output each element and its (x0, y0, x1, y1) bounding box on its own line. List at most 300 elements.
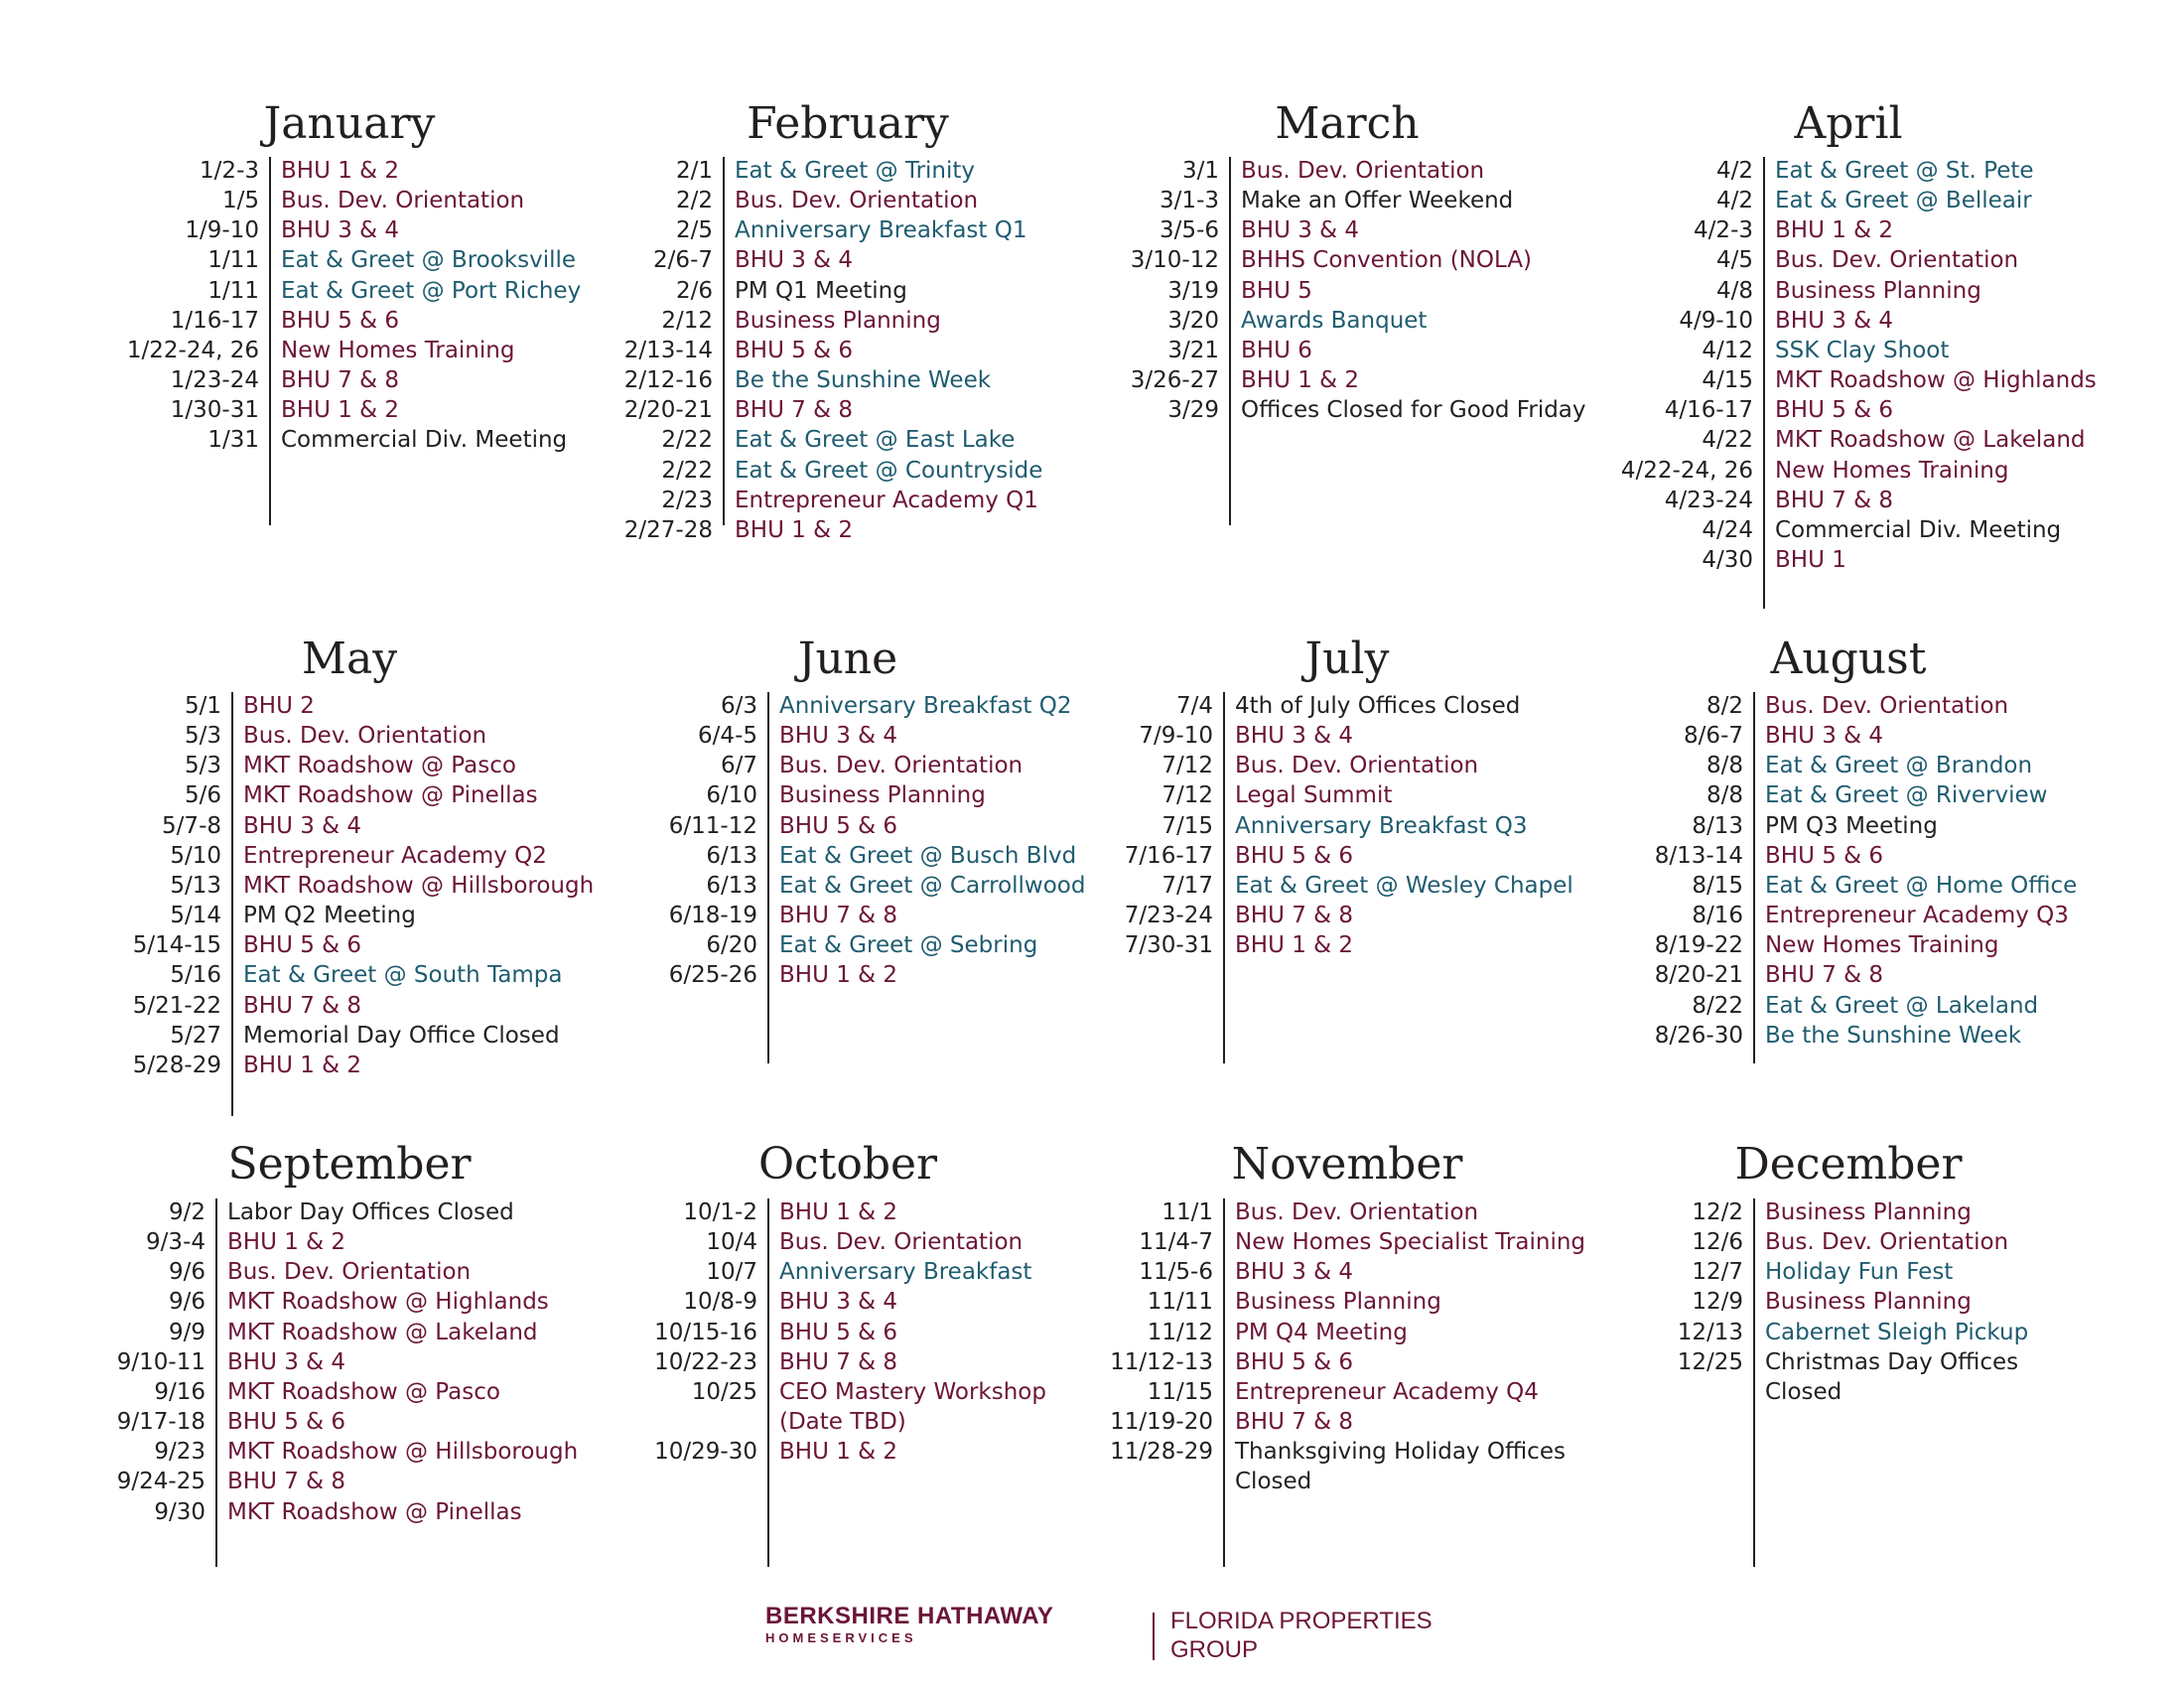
event-date: 1/31 (207, 427, 259, 453)
event-date: 9/10-11 (116, 1349, 205, 1375)
event-label: Entrepreneur Academy Q2 (243, 843, 547, 869)
event-label: BHU 5 & 6 (1235, 843, 1354, 869)
event-date: 8/16 (1692, 903, 1743, 928)
event-date: 10/8-9 (683, 1289, 757, 1315)
event-row (200, 156, 400, 186)
event-date: 11/15 (1147, 1379, 1213, 1405)
event-row (1130, 365, 1360, 395)
event-row (1664, 486, 1894, 515)
event-date: 4/2 (1715, 158, 1753, 184)
event-date: 11/12-13 (1110, 1349, 1213, 1375)
month-title: November (1231, 1139, 1463, 1190)
event-label: BHU 1 & 2 (1241, 367, 1360, 393)
event-date: 10/15-16 (654, 1320, 757, 1345)
event-date: 1/11 (207, 247, 259, 273)
event-label: New Homes Training (1765, 932, 1999, 958)
event-date: 4/15 (1702, 367, 1753, 393)
event-label: Eat & Greet @ Trinity (735, 158, 976, 184)
brand-name: BERKSHIRE HATHAWAY (765, 1603, 1054, 1629)
event-date: 9/23 (154, 1439, 205, 1465)
event-label: Eat & Greet @ Wesley Chapel (1235, 873, 1573, 899)
event-date: 1/9-10 (185, 217, 259, 243)
event-row (146, 1227, 346, 1257)
event-row (683, 1197, 898, 1227)
event-label: MKT Roadshow @ Hillsborough (243, 873, 595, 899)
event-date: 7/4 (1175, 693, 1213, 719)
brand-subtitle: HOMESERVICES (765, 1630, 917, 1645)
event-label: Eat & Greet @ Carrollwood (779, 873, 1086, 899)
event-row (1715, 186, 2032, 215)
event-row (653, 245, 854, 275)
event-date: 9/24-25 (116, 1469, 205, 1494)
event-date: 5/21-22 (132, 993, 221, 1019)
event-label: Entrepreneur Academy Q3 (1765, 903, 2069, 928)
event-label: Bus. Dev. Orientation (735, 188, 979, 213)
event-date: 5/3 (184, 723, 221, 749)
event-label: BHU 7 & 8 (1765, 962, 1884, 988)
event-row (170, 365, 400, 395)
event-date: 4/16-17 (1664, 397, 1753, 423)
event-row (623, 515, 854, 545)
event-date: 8/26-30 (1654, 1023, 1743, 1049)
event-date: 4/23-24 (1664, 488, 1753, 513)
event-label: Be the Sunshine Week (735, 367, 992, 393)
event-row (1715, 245, 2019, 275)
event-date: 1/23-24 (170, 367, 259, 393)
event-date: 2/6-7 (653, 247, 713, 273)
event-row (1654, 960, 1884, 990)
event-label: BHU 1 & 2 (1775, 217, 1894, 243)
event-date: 6/18-19 (668, 903, 757, 928)
event-row (1181, 156, 1485, 186)
event-label: BHU 7 & 8 (1235, 903, 1354, 928)
event-row (207, 425, 568, 455)
event-row (1167, 306, 1428, 336)
event-date: 10/29-30 (654, 1439, 757, 1465)
event-label: Bus. Dev. Orientation (227, 1259, 472, 1285)
event-label: PM Q1 Meeting (735, 278, 907, 304)
event-label: Eat & Greet @ Brandon (1765, 753, 2033, 778)
event-label: Eat & Greet @ Busch Blvd (779, 843, 1077, 869)
group-name-line-2: GROUP (1170, 1636, 1259, 1663)
event-label: Legal Summit (1235, 782, 1393, 808)
event-date: 8/13 (1692, 813, 1743, 839)
event-row (1679, 306, 1894, 336)
event-date: 7/9-10 (1139, 723, 1213, 749)
event-date: 8/8 (1706, 753, 1743, 778)
event-date: 11/4-7 (1139, 1229, 1213, 1255)
event-label: Entrepreneur Academy Q4 (1235, 1379, 1539, 1405)
event-label: New Homes Training (281, 338, 515, 363)
event-row (126, 336, 515, 365)
event-date: 9/2 (168, 1199, 205, 1225)
event-date: 5/7-8 (162, 813, 221, 839)
event-row (1161, 780, 1393, 810)
event-date: 6/25-26 (668, 962, 757, 988)
event-row (675, 186, 979, 215)
event-row (116, 1407, 346, 1437)
event-row (1702, 425, 2086, 455)
event-date: 11/11 (1147, 1289, 1213, 1315)
month-title: July (1304, 633, 1390, 684)
event-date: 9/6 (168, 1289, 205, 1315)
event-label: BHU 5 & 6 (1765, 843, 1884, 869)
event-date: 12/6 (1692, 1229, 1743, 1255)
event-date: 2/6 (675, 278, 713, 304)
event-row (170, 871, 595, 901)
event-date: 12/9 (1692, 1289, 1743, 1315)
event-row (1175, 691, 1521, 721)
event-date: 8/13-14 (1654, 843, 1743, 869)
event-label: BHU 5 & 6 (227, 1409, 346, 1435)
event-row (675, 215, 1027, 245)
event-row (706, 780, 986, 810)
event-row (168, 1287, 549, 1317)
event-date: 4/2 (1715, 188, 1753, 213)
event-row (654, 1437, 898, 1467)
event-date: 1/11 (207, 278, 259, 304)
event-row (1694, 215, 1894, 245)
event-label: Christmas Day Offices (1765, 1349, 2019, 1375)
event-date: 4/5 (1715, 247, 1753, 273)
event-row (1692, 991, 2039, 1021)
event-row (668, 960, 898, 990)
event-row (170, 960, 563, 990)
event-row (1223, 1467, 1312, 1496)
event-label: BHU 7 & 8 (1775, 488, 1894, 513)
event-date: 12/13 (1677, 1320, 1743, 1345)
event-row (1706, 751, 2033, 780)
event-label: BHU 3 & 4 (1765, 723, 1884, 749)
event-label: Eat & Greet @ Belleair (1775, 188, 2032, 213)
event-label: Bus. Dev. Orientation (1241, 158, 1485, 184)
event-label: BHU 3 & 4 (227, 1349, 346, 1375)
event-date: 1/2-3 (200, 158, 259, 184)
month-title: May (301, 633, 398, 684)
event-label: BHU 3 & 4 (281, 217, 400, 243)
event-date: 5/14-15 (132, 932, 221, 958)
event-label: BHU 1 & 2 (243, 1053, 362, 1078)
event-date: 9/3-4 (146, 1229, 205, 1255)
event-date: 10/4 (706, 1229, 757, 1255)
event-row (207, 245, 577, 275)
event-row (706, 871, 1086, 901)
event-row (170, 841, 547, 871)
event-date: 2/12 (661, 308, 713, 334)
month-title: September (227, 1139, 472, 1190)
event-row (1167, 336, 1312, 365)
event-label: Bus. Dev. Orientation (1775, 247, 2019, 273)
event-label: Labor Day Offices Closed (227, 1199, 514, 1225)
event-date: 9/9 (168, 1320, 205, 1345)
event-row (168, 1318, 538, 1347)
event-date: 12/7 (1692, 1259, 1743, 1285)
event-row (1677, 1347, 2019, 1377)
event-label: BHU 7 & 8 (227, 1469, 346, 1494)
event-label: Bus. Dev. Orientation (779, 1229, 1024, 1255)
event-label: (Date TBD) (779, 1409, 906, 1435)
event-date: 3/5-6 (1160, 217, 1219, 243)
month-title: October (757, 1139, 938, 1190)
event-label: BHU 1 & 2 (735, 517, 854, 543)
event-label: Bus. Dev. Orientation (243, 723, 487, 749)
event-label: BHU 5 & 6 (735, 338, 854, 363)
event-row (185, 215, 400, 245)
event-label: BHU 3 & 4 (243, 813, 362, 839)
event-label: MKT Roadshow @ Lakeland (1775, 427, 2086, 453)
event-date: 3/21 (1167, 338, 1219, 363)
event-date: 2/1 (675, 158, 713, 184)
event-row (1692, 901, 2069, 930)
event-date: 1/30-31 (170, 397, 259, 423)
event-label: Bus. Dev. Orientation (1765, 693, 2009, 719)
event-label: Eat & Greet @ Lakeland (1765, 993, 2039, 1019)
event-date: 5/28-29 (132, 1053, 221, 1078)
event-date: 11/5-6 (1139, 1259, 1213, 1285)
event-label: BHU 1 (1775, 547, 1846, 573)
event-row (1161, 811, 1528, 841)
event-row (698, 721, 898, 751)
event-date: 4/8 (1715, 278, 1753, 304)
event-row (767, 1407, 906, 1437)
event-label: Make an Offer Weekend (1241, 188, 1514, 213)
event-label: Closed (1765, 1379, 1843, 1405)
event-row (168, 1257, 472, 1287)
event-label: Bus. Dev. Orientation (1235, 1199, 1479, 1225)
event-row (706, 1227, 1024, 1257)
event-label: BHU 5 & 6 (281, 308, 400, 334)
event-label: Anniversary Breakfast Q2 (779, 693, 1072, 719)
event-row (668, 901, 898, 930)
footer-logo (765, 1603, 1460, 1662)
event-label: BHU 5 & 6 (243, 932, 362, 958)
event-date: 6/3 (720, 693, 757, 719)
event-row (1110, 1437, 1566, 1467)
event-row (691, 1377, 1046, 1407)
event-row (1706, 780, 2048, 810)
event-label: Eat & Greet @ Port Richey (281, 278, 582, 304)
event-row (1654, 930, 1999, 960)
event-label: Commercial Div. Meeting (1775, 517, 2062, 543)
event-row (654, 1347, 898, 1377)
event-label: New Homes Training (1775, 458, 2009, 484)
event-date: 8/22 (1692, 993, 1743, 1019)
event-date: 1/22-24, 26 (126, 338, 259, 363)
event-row (654, 1318, 898, 1347)
event-label: BHU 7 & 8 (281, 367, 400, 393)
event-row (1124, 841, 1354, 871)
event-label: Eat & Greet @ East Lake (735, 427, 1016, 453)
event-label: Business Planning (735, 308, 941, 334)
event-date: 2/23 (661, 488, 713, 513)
event-date: 6/11-12 (668, 813, 757, 839)
event-row (706, 1257, 1032, 1287)
event-row (623, 365, 992, 395)
event-date: 5/6 (184, 782, 221, 808)
event-date: 12/2 (1692, 1199, 1743, 1225)
event-row (207, 276, 582, 306)
event-row (1147, 1377, 1539, 1407)
event-row (1167, 276, 1312, 306)
event-row (1161, 871, 1573, 901)
event-row (132, 991, 362, 1021)
event-date: 10/22-23 (654, 1349, 757, 1375)
event-label: BHU 1 & 2 (779, 962, 898, 988)
event-row (1161, 751, 1479, 780)
event-date: 5/16 (170, 962, 221, 988)
event-label: Commercial Div. Meeting (281, 427, 568, 453)
event-label: BHU 7 & 8 (1235, 1409, 1354, 1435)
event-row (661, 425, 1016, 455)
event-label: Business Planning (779, 782, 986, 808)
event-label: Business Planning (1775, 278, 1981, 304)
event-label: Eat & Greet @ Brooksville (281, 247, 577, 273)
event-label: BHU 5 & 6 (779, 813, 898, 839)
event-row (221, 186, 525, 215)
event-row (623, 395, 854, 425)
event-date: 5/14 (170, 903, 221, 928)
event-row (154, 1437, 579, 1467)
event-date: 2/27-28 (623, 517, 713, 543)
event-date: 2/20-21 (623, 397, 713, 423)
event-label: Anniversary Breakfast (779, 1259, 1032, 1285)
event-row (132, 930, 362, 960)
event-row (116, 1467, 346, 1496)
event-row (706, 930, 1038, 960)
event-label: PM Q3 Meeting (1765, 813, 1938, 839)
event-label: MKT Roadshow @ Highlands (227, 1289, 549, 1315)
event-row (132, 1051, 362, 1080)
event-label: PM Q4 Meeting (1235, 1320, 1408, 1345)
event-row (1160, 215, 1360, 245)
event-label: BHU 2 (243, 693, 315, 719)
event-date: 7/16-17 (1124, 843, 1213, 869)
event-row (170, 1021, 560, 1051)
event-date: 12/25 (1677, 1349, 1743, 1375)
event-row (720, 751, 1024, 780)
event-date: 8/15 (1692, 873, 1743, 899)
event-label: SSK Clay Shoot (1775, 338, 1950, 363)
event-date: 8/8 (1706, 782, 1743, 808)
event-label: Eat & Greet @ Riverview (1765, 782, 2048, 808)
event-date: 1/5 (221, 188, 259, 213)
event-label: BHU 1 & 2 (281, 158, 400, 184)
event-label: BHU 1 & 2 (1235, 932, 1354, 958)
event-label: BHU 5 & 6 (779, 1320, 898, 1345)
event-date: 10/25 (691, 1379, 757, 1405)
event-row (683, 1287, 898, 1317)
event-date: 8/6-7 (1684, 723, 1743, 749)
event-row (1620, 456, 2009, 486)
event-date: 6/13 (706, 843, 757, 869)
event-date: 5/3 (184, 753, 221, 778)
event-row (1702, 515, 2062, 545)
event-label: Anniversary Breakfast Q1 (735, 217, 1027, 243)
event-date: 5/27 (170, 1023, 221, 1049)
event-label: Thanksgiving Holiday Offices (1235, 1439, 1566, 1465)
event-date: 2/22 (661, 427, 713, 453)
event-row (1753, 1377, 1843, 1407)
event-date: 10/7 (706, 1259, 757, 1285)
event-row (1692, 1257, 1954, 1287)
event-date: 4/30 (1702, 547, 1753, 573)
event-label: BHU 5 & 6 (1775, 397, 1894, 423)
event-date: 5/1 (184, 693, 221, 719)
event-label: Business Planning (1765, 1289, 1972, 1315)
event-date: 2/13-14 (623, 338, 713, 363)
event-date: 11/28-29 (1110, 1439, 1213, 1465)
event-date: 7/23-24 (1124, 903, 1213, 928)
event-date: 9/6 (168, 1259, 205, 1285)
event-label: BHU 1 & 2 (779, 1439, 898, 1465)
event-row (661, 456, 1043, 486)
month-title: June (797, 633, 898, 684)
event-row (168, 1197, 514, 1227)
event-date: 6/7 (720, 753, 757, 778)
event-date: 5/10 (170, 843, 221, 869)
event-label: Memorial Day Office Closed (243, 1023, 560, 1049)
event-row (1147, 1287, 1441, 1317)
event-row (1692, 811, 1938, 841)
event-date: 11/1 (1161, 1199, 1213, 1225)
event-date: 9/17-18 (116, 1409, 205, 1435)
event-date: 8/2 (1706, 693, 1743, 719)
event-row (170, 306, 400, 336)
event-label: BHU 1 & 2 (779, 1199, 898, 1225)
event-label: Eat & Greet @ Home Office (1765, 873, 2078, 899)
event-date: 4/24 (1702, 517, 1753, 543)
event-row (1692, 1287, 1972, 1317)
month-title: December (1734, 1139, 1963, 1190)
event-row (1110, 1407, 1354, 1437)
month-title: August (1770, 633, 1927, 684)
event-date: 4/9-10 (1679, 308, 1753, 334)
event-label: BHU 5 & 6 (1235, 1349, 1354, 1375)
event-date: 7/30-31 (1124, 932, 1213, 958)
event-label: Eat & Greet @ Countryside (735, 458, 1043, 484)
event-label: Offices Closed for Good Friday (1241, 397, 1586, 423)
event-row (1160, 186, 1514, 215)
event-date: 8/20-21 (1654, 962, 1743, 988)
event-label: PM Q2 Meeting (243, 903, 416, 928)
event-date: 3/19 (1167, 278, 1219, 304)
event-row (623, 336, 854, 365)
event-row (1684, 721, 1884, 751)
event-label: Be the Sunshine Week (1765, 1023, 2022, 1049)
event-label: BHU 1 & 2 (281, 397, 400, 423)
event-row (1692, 1227, 2009, 1257)
event-row (184, 721, 487, 751)
event-label: MKT Roadshow @ Hillsborough (227, 1439, 579, 1465)
month-title: January (263, 98, 436, 149)
event-row (1715, 156, 2034, 186)
event-row (661, 486, 1038, 515)
event-row (184, 780, 538, 810)
event-date: 3/1 (1181, 158, 1219, 184)
event-label: BHU 3 & 4 (735, 247, 854, 273)
event-label: BHU 6 (1241, 338, 1312, 363)
event-date: 7/12 (1161, 753, 1213, 778)
event-row (675, 156, 976, 186)
month-title: March (1275, 98, 1420, 149)
event-label: MKT Roadshow @ Pasco (243, 753, 516, 778)
event-date: 3/1-3 (1160, 188, 1219, 213)
event-date: 9/30 (154, 1499, 205, 1525)
event-row (1654, 841, 1884, 871)
month-title: February (747, 98, 949, 149)
event-label: BHU 7 & 8 (243, 993, 362, 1019)
event-label: Bus. Dev. Orientation (1235, 753, 1479, 778)
